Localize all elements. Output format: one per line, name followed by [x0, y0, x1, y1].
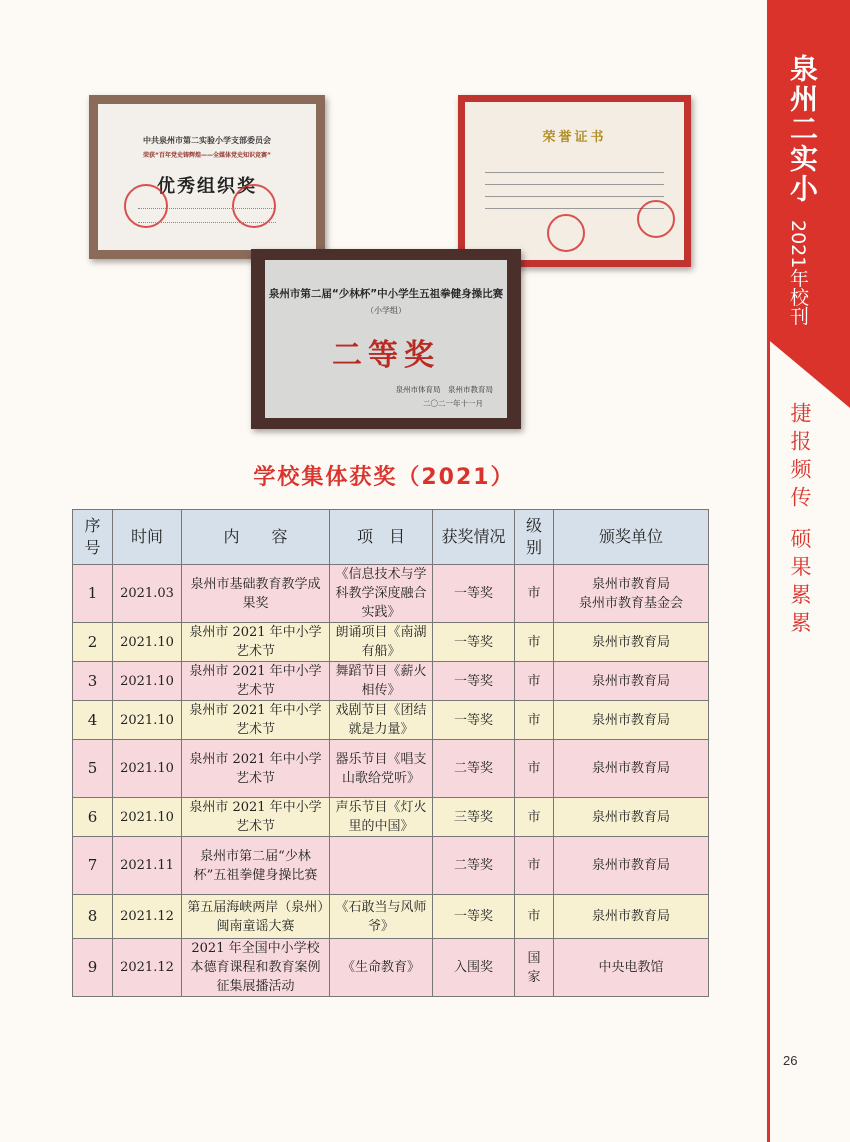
table-row: [73, 939, 709, 997]
row-item: 《生命教育》: [330, 939, 433, 997]
table-row: [73, 740, 709, 798]
row-content: 2021 年全国中小学校本德育课程和教育案例征集展播活动: [182, 939, 330, 997]
row-level: 市: [515, 798, 554, 837]
plaque-wuzuquan: [251, 249, 521, 429]
row-num: 2: [73, 623, 113, 662]
certificate-text-lines: [485, 196, 664, 197]
slogan: 捷报频传 硕果累累: [788, 402, 812, 640]
yearbook-label: 2021年校刊: [787, 220, 809, 326]
row-issuer: 泉州市教育局: [554, 623, 709, 662]
row-item: 舞蹈节目《薪火相传》: [330, 662, 433, 701]
school-brand: 泉州二实小: [786, 54, 819, 204]
row-content: 泉州市 2021 年中小学艺术节: [182, 740, 330, 798]
row-level: 国家: [515, 939, 554, 997]
awards-table: [72, 509, 709, 997]
certificate-honor: [458, 95, 691, 267]
row-item: 声乐节目《灯火里的中国》: [330, 798, 433, 837]
row-level: 市: [515, 662, 554, 701]
row-time: 2021.11: [113, 837, 182, 895]
row-issuer: 泉州市教育局: [554, 895, 709, 939]
row-time: 2021.10: [113, 701, 182, 740]
header-num: 序号: [73, 510, 113, 565]
row-result: 一等奖: [433, 895, 515, 939]
row-num: 4: [73, 701, 113, 740]
row-num: 5: [73, 740, 113, 798]
seal-stamp: [547, 214, 585, 252]
plaque-award: 二等奖: [332, 338, 440, 373]
table-row: [73, 662, 709, 701]
row-result: 二等奖: [433, 740, 515, 798]
row-issuer: 泉州市教育局: [554, 662, 709, 701]
seal-stamp: [637, 200, 675, 238]
row-item: [330, 837, 433, 895]
table-row: [73, 565, 709, 623]
header-level: 级别: [515, 510, 554, 565]
row-result: 入围奖: [433, 939, 515, 997]
row-time: 2021.12: [113, 939, 182, 997]
row-num: 6: [73, 798, 113, 837]
row-content: 泉州市 2021 年中小学艺术节: [182, 798, 330, 837]
row-item: 戏剧节目《团结就是力量》: [330, 701, 433, 740]
certificate-text-lines: [485, 184, 664, 185]
row-issuer: 泉州市教育局: [554, 798, 709, 837]
row-time: 2021.12: [113, 895, 182, 939]
certificate-text-lines: [485, 172, 664, 173]
header-issuer: 颁奖单位: [554, 510, 709, 565]
row-result: 三等奖: [433, 798, 515, 837]
header-result: 获奖情况: [433, 510, 515, 565]
plaque-subtitle: （小学组）: [366, 306, 406, 315]
certificate-text-lines: [138, 222, 276, 224]
row-issuer: 中央电教馆: [554, 939, 709, 997]
row-content: 泉州市基础教育教学成果奖: [182, 565, 330, 623]
table-row: [73, 798, 709, 837]
row-content: 第五届海峡两岸（泉州）闽南童谣大赛: [182, 895, 330, 939]
row-time: 2021.10: [113, 623, 182, 662]
row-item: 《石敢当与风师爷》: [330, 895, 433, 939]
row-content: 泉州市 2021 年中小学艺术节: [182, 623, 330, 662]
row-num: 9: [73, 939, 113, 997]
certificate-title: 荣誉证书: [542, 130, 607, 145]
table-row: [73, 701, 709, 740]
row-result: 一等奖: [433, 623, 515, 662]
row-content: 泉州市第二届“少林杯”五祖拳健身操比赛: [182, 837, 330, 895]
row-issuer: 泉州市教育局: [554, 701, 709, 740]
row-item: 《信息技术与学科教学深度融合实践》: [330, 565, 433, 623]
row-result: 一等奖: [433, 565, 515, 623]
certificate-text-lines: [138, 208, 276, 210]
row-level: 市: [515, 837, 554, 895]
row-level: 市: [515, 740, 554, 798]
row-time: 2021.10: [113, 740, 182, 798]
certificate-org: 中共泉州市第二实验小学支部委员会: [143, 136, 271, 145]
row-time: 2021.03: [113, 565, 182, 623]
row-num: 3: [73, 662, 113, 701]
row-item: 朗诵项目《南湖有船》: [330, 623, 433, 662]
row-num: 7: [73, 837, 113, 895]
row-num: 8: [73, 895, 113, 939]
row-time: 2021.10: [113, 798, 182, 837]
row-content: 泉州市 2021 年中小学艺术节: [182, 662, 330, 701]
table-row: [73, 837, 709, 895]
row-result: 一等奖: [433, 701, 515, 740]
table-row: [73, 623, 709, 662]
header-content: 内 容: [182, 510, 330, 565]
row-issuer: 泉州市教育局: [554, 837, 709, 895]
certificate-text-lines: [485, 208, 664, 209]
row-issuer: 泉州市教育局 泉州市教育基金会: [554, 565, 709, 623]
page-number: 26: [783, 1053, 798, 1068]
row-level: 市: [515, 701, 554, 740]
row-level: 市: [515, 623, 554, 662]
section-title: 学校集体获奖（2021）: [253, 465, 515, 490]
row-result: 一等奖: [433, 662, 515, 701]
row-issuer: 泉州市教育局: [554, 740, 709, 798]
row-time: 2021.10: [113, 662, 182, 701]
header-time: 时间: [113, 510, 182, 565]
plaque-org: 泉州市体育局 泉州市教育局: [395, 385, 493, 394]
row-content: 泉州市 2021 年中小学艺术节: [182, 701, 330, 740]
plaque-date: 二〇二一年十一月: [423, 399, 483, 408]
row-item: 器乐节目《唱支山歌给党听》: [330, 740, 433, 798]
row-level: 市: [515, 565, 554, 623]
table-header-row: [73, 510, 709, 565]
certificate-party-quiz: [89, 95, 325, 259]
header-item: 项 目: [330, 510, 433, 565]
row-num: 1: [73, 565, 113, 623]
row-result: 二等奖: [433, 837, 515, 895]
certificate-award: 优秀组织奖: [157, 176, 257, 197]
certificate-line: 荣获“百年党史铸辉煌——全媒体党史知识竞赛”: [143, 152, 271, 159]
table-row: [73, 895, 709, 939]
row-level: 市: [515, 895, 554, 939]
plaque-title: 泉州市第二届“少林杯”中小学生五祖拳健身操比赛: [268, 288, 504, 300]
